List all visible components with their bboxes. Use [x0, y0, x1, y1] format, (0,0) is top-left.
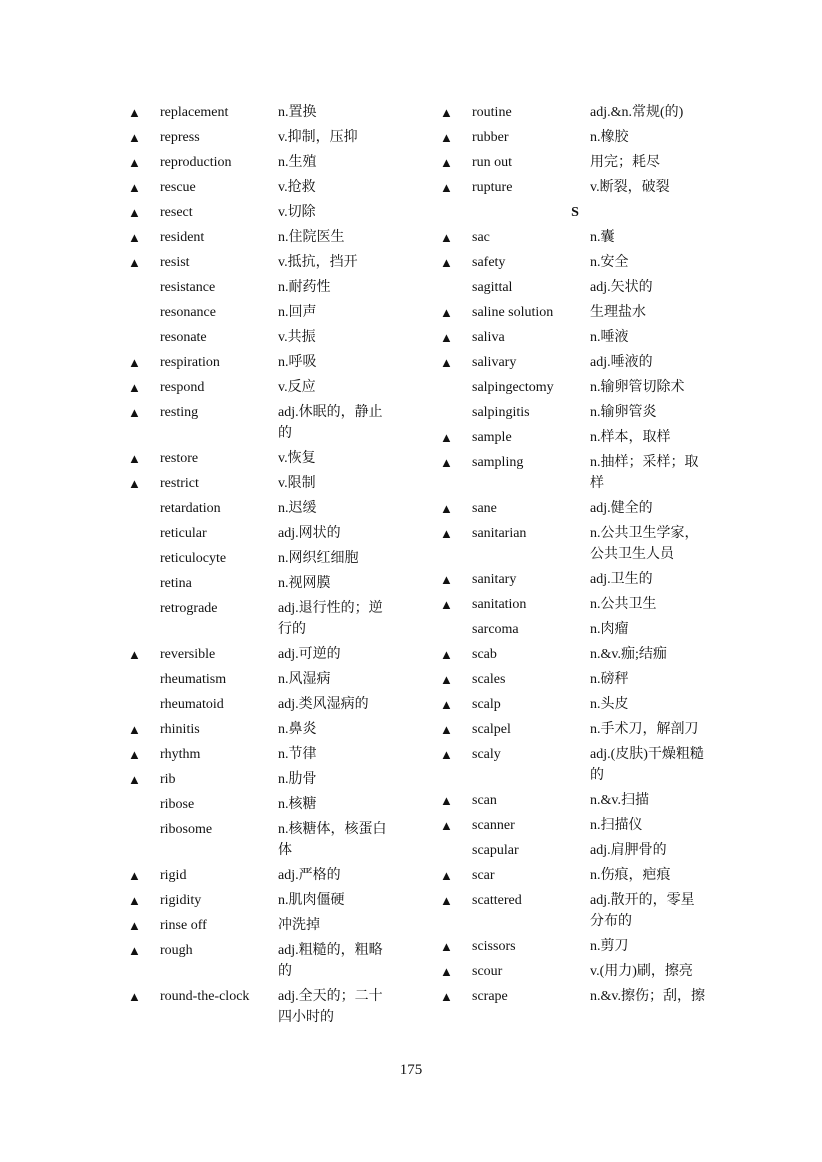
key-term-triangle-icon: ▲	[128, 380, 141, 395]
key-term-triangle-icon: ▲	[128, 747, 141, 762]
glossary-entry	[440, 375, 740, 400]
key-term-triangle-icon: ▲	[440, 230, 453, 245]
entry-term: resident	[160, 230, 205, 245]
entry-definition: n.头皮	[590, 697, 629, 712]
entry-definition: adj.网状的	[278, 526, 341, 541]
key-term-triangle-icon: ▲	[440, 672, 453, 687]
glossary-entry	[440, 225, 740, 250]
page-number: 175	[399, 1062, 423, 1078]
glossary-entry	[128, 717, 418, 742]
entry-term: safety	[472, 255, 506, 270]
entry-definition: n.核糖体，核蛋白体	[278, 822, 387, 858]
entry-definition: n.肋骨	[278, 772, 317, 787]
entry-term: reproduction	[160, 155, 232, 170]
entry-term: sample	[472, 430, 512, 445]
entry-definition: n.置换	[278, 105, 317, 120]
entry-definition: n.视网膜	[278, 576, 331, 591]
glossary-entry	[128, 913, 418, 938]
key-term-triangle-icon: ▲	[440, 818, 453, 833]
key-term-triangle-icon: ▲	[128, 255, 141, 270]
glossary-entry	[128, 667, 418, 692]
entry-term: reticular	[160, 526, 207, 541]
entry-term: sanitarian	[472, 526, 527, 541]
key-term-triangle-icon: ▲	[440, 868, 453, 883]
key-term-triangle-icon: ▲	[440, 697, 453, 712]
key-term-triangle-icon: ▲	[128, 893, 141, 908]
glossary-entry	[128, 100, 418, 125]
section-heading: S	[571, 205, 579, 220]
entry-definition: n.节律	[278, 747, 317, 762]
entry-definition: adj.健全的	[590, 501, 653, 516]
key-term-triangle-icon: ▲	[128, 180, 141, 195]
entry-term: scour	[472, 964, 503, 979]
entry-definition: adj.唾液的	[590, 355, 653, 370]
glossary-entry	[440, 788, 740, 813]
entry-term: scar	[472, 868, 495, 883]
right-column-s-entries	[440, 225, 740, 1009]
glossary-entry	[440, 250, 740, 275]
glossary-entry	[440, 150, 740, 175]
glossary-entry	[440, 100, 740, 125]
entry-term: resonance	[160, 305, 216, 320]
glossary-entry	[440, 496, 740, 521]
entry-term: scalpel	[472, 722, 511, 737]
glossary-entry	[440, 813, 740, 838]
entry-term: restrict	[160, 476, 199, 491]
entry-definition: adj.(皮肤)干燥粗糙的	[590, 747, 704, 783]
entry-term: saliva	[472, 330, 505, 345]
glossary-entry	[128, 125, 418, 150]
key-term-triangle-icon: ▲	[128, 155, 141, 170]
entry-definition: v.抑制，压抑	[278, 130, 358, 145]
entry-term: saline solution	[472, 305, 554, 320]
entry-term: resist	[160, 255, 190, 270]
entry-term: run out	[472, 155, 513, 170]
entry-definition: v.抵抗，挡开	[278, 255, 358, 270]
glossary-entry	[440, 350, 740, 375]
entry-term: salivary	[472, 355, 517, 370]
glossary-entry	[440, 984, 740, 1009]
entry-term: rigid	[160, 868, 187, 883]
key-term-triangle-icon: ▲	[128, 476, 141, 491]
entry-term: rheumatism	[160, 672, 227, 687]
entry-definition: n.唾液	[590, 330, 629, 345]
entry-term: resistance	[160, 280, 216, 295]
glossary-entry	[128, 984, 418, 1030]
entry-definition: n.手术刀，解剖刀	[590, 722, 699, 737]
entry-definition: n.囊	[590, 230, 615, 245]
entry-term: salpingitis	[472, 405, 530, 420]
entry-term: resting	[160, 405, 199, 420]
entry-term: routine	[472, 105, 512, 120]
entry-definition: n.抽样；采样；取样	[590, 455, 699, 491]
key-term-triangle-icon: ▲	[440, 180, 453, 195]
entry-definition: n.肌肉僵硬	[278, 893, 345, 908]
entry-definition: v.共振	[278, 330, 316, 345]
entry-term: salpingectomy	[472, 380, 554, 395]
entry-term: resect	[160, 205, 193, 220]
glossary-entry	[128, 692, 418, 717]
glossary-entry	[440, 275, 740, 300]
entry-term: scanner	[472, 818, 515, 833]
left-column	[128, 100, 418, 1030]
entry-term: scrape	[472, 989, 508, 1004]
entry-definition: v.切除	[278, 205, 316, 220]
entry-term: rubber	[472, 130, 509, 145]
key-term-triangle-icon: ▲	[128, 405, 141, 420]
entry-definition: n.输卵管切除术	[590, 380, 685, 395]
key-term-triangle-icon: ▲	[440, 501, 453, 516]
entry-term: reticulocyte	[160, 551, 227, 566]
glossary-entry	[128, 546, 418, 571]
key-term-triangle-icon: ▲	[440, 105, 453, 120]
glossary-entry	[440, 400, 740, 425]
glossary-entry	[440, 717, 740, 742]
key-term-triangle-icon: ▲	[440, 330, 453, 345]
entry-definition: n.核糖	[278, 797, 317, 812]
key-term-triangle-icon: ▲	[128, 230, 141, 245]
key-term-triangle-icon: ▲	[440, 255, 453, 270]
entry-definition: v.断裂，破裂	[590, 180, 670, 195]
entry-term: respiration	[160, 355, 220, 370]
entry-term: repress	[160, 130, 200, 145]
entry-definition: n.住院医生	[278, 230, 345, 245]
entry-term: rhinitis	[160, 722, 200, 737]
glossary-entry	[440, 567, 740, 592]
key-term-triangle-icon: ▲	[128, 943, 141, 958]
key-term-triangle-icon: ▲	[128, 130, 141, 145]
entry-term: sagittal	[472, 280, 513, 295]
entry-definition: n.扫描仪	[590, 818, 643, 833]
glossary-entry	[128, 446, 418, 471]
entry-definition: n.生殖	[278, 155, 317, 170]
glossary-entry	[440, 617, 740, 642]
glossary-entry	[128, 225, 418, 250]
entry-term: rhythm	[160, 747, 201, 762]
glossary-entry	[440, 642, 740, 667]
glossary-entry	[128, 742, 418, 767]
entry-definition: n.输卵管炎	[590, 405, 657, 420]
entry-term: restore	[160, 451, 199, 466]
entry-definition: n.&v.痂;结痂	[590, 647, 667, 662]
glossary-entry	[128, 200, 418, 225]
right-column	[440, 100, 740, 1009]
right-column-r-entries	[440, 100, 740, 200]
glossary-entry	[128, 938, 418, 984]
glossary-entry	[440, 692, 740, 717]
glossary-entry	[128, 496, 418, 521]
entry-definition: n.&v.擦伤；刮，擦	[590, 989, 705, 1004]
key-term-triangle-icon: ▲	[440, 747, 453, 762]
key-term-triangle-icon: ▲	[440, 989, 453, 1004]
glossary-entry	[128, 521, 418, 546]
entry-definition: adj.卫生的	[590, 572, 653, 587]
entry-term: ribose	[160, 797, 195, 812]
key-term-triangle-icon: ▲	[440, 597, 453, 612]
glossary-entry	[440, 450, 740, 496]
glossary-entry	[128, 792, 418, 817]
key-term-triangle-icon: ▲	[128, 355, 141, 370]
entry-definition: n.安全	[590, 255, 629, 270]
key-term-triangle-icon: ▲	[440, 939, 453, 954]
key-term-triangle-icon: ▲	[440, 430, 453, 445]
entry-term: sane	[472, 501, 497, 516]
glossary-entry	[440, 425, 740, 450]
key-term-triangle-icon: ▲	[440, 893, 453, 908]
entry-definition: v.抢救	[278, 180, 316, 195]
entry-definition: n.迟缓	[278, 501, 317, 516]
entry-definition: n.公共卫生学家，公共卫生人员	[590, 526, 699, 562]
glossary-entry	[440, 888, 740, 934]
entry-definition: adj.&n.常规(的)	[590, 105, 684, 120]
glossary-entry	[440, 300, 740, 325]
entry-definition: n.肉瘤	[590, 622, 629, 637]
entry-term: scaly	[472, 747, 501, 762]
key-term-triangle-icon: ▲	[440, 526, 453, 541]
key-term-triangle-icon: ▲	[128, 105, 141, 120]
entry-definition: v.(用力)刷，擦亮	[590, 964, 693, 979]
entry-term: scissors	[472, 939, 516, 954]
glossary-entry	[128, 571, 418, 596]
entry-definition: adj.全天的；二十四小时的	[278, 989, 383, 1025]
entry-term: rheumatoid	[160, 697, 224, 712]
entry-term: rupture	[472, 180, 513, 195]
entry-term: sanitation	[472, 597, 527, 612]
entry-term: scales	[472, 672, 506, 687]
entry-term: scalp	[472, 697, 501, 712]
key-term-triangle-icon: ▲	[440, 647, 453, 662]
entry-definition: v.反应	[278, 380, 316, 395]
key-term-triangle-icon: ▲	[440, 305, 453, 320]
glossary-entry	[128, 400, 418, 446]
entry-definition: n.伤痕，疤痕	[590, 868, 671, 883]
entry-definition: n.剪刀	[590, 939, 629, 954]
glossary-entry	[128, 150, 418, 175]
glossary-entry	[440, 521, 740, 567]
glossary-entry	[128, 863, 418, 888]
key-term-triangle-icon: ▲	[128, 451, 141, 466]
glossary-entry	[128, 325, 418, 350]
glossary-entry	[440, 667, 740, 692]
glossary-entry	[128, 642, 418, 667]
entry-term: round-the-clock	[160, 989, 250, 1004]
key-term-triangle-icon: ▲	[440, 572, 453, 587]
glossary-entry	[128, 471, 418, 496]
key-term-triangle-icon: ▲	[440, 964, 453, 979]
entry-term: sanitary	[472, 572, 517, 587]
glossary-entry	[128, 375, 418, 400]
entry-definition: n.&v.扫描	[590, 793, 649, 808]
entry-term: rescue	[160, 180, 196, 195]
entry-term: respond	[160, 380, 205, 395]
entry-definition: n.磅秤	[590, 672, 629, 687]
entry-definition: n.样本，取样	[590, 430, 671, 445]
entry-term: replacement	[160, 105, 229, 120]
entry-term: rinse off	[160, 918, 207, 933]
entry-term: scab	[472, 647, 497, 662]
entry-definition: v.恢复	[278, 451, 316, 466]
entry-term: ribosome	[160, 822, 213, 837]
glossary-entry	[440, 959, 740, 984]
entry-term: scattered	[472, 893, 522, 908]
entry-definition: n.橡胶	[590, 130, 629, 145]
key-term-triangle-icon: ▲	[128, 205, 141, 220]
glossary-entry	[440, 325, 740, 350]
glossary-entry	[128, 888, 418, 913]
key-term-triangle-icon: ▲	[440, 793, 453, 808]
key-term-triangle-icon: ▲	[440, 455, 453, 470]
glossary-entry	[440, 863, 740, 888]
glossary-entry	[128, 275, 418, 300]
entry-definition: n.耐药性	[278, 280, 331, 295]
glossary-entry	[128, 175, 418, 200]
key-term-triangle-icon: ▲	[128, 647, 141, 662]
entry-term: rib	[160, 772, 176, 787]
entry-definition: 用完；耗尽	[590, 155, 660, 170]
entry-definition: adj.粗糙的，粗略的	[278, 943, 383, 979]
entry-definition: adj.休眠的，静止的	[278, 405, 383, 441]
entry-term: sarcoma	[472, 622, 519, 637]
glossary-entry	[128, 250, 418, 275]
entry-term: reversible	[160, 647, 216, 662]
entry-definition: n.网织红细胞	[278, 551, 359, 566]
key-term-triangle-icon: ▲	[128, 989, 141, 1004]
entry-definition: n.风湿病	[278, 672, 331, 687]
entry-definition: 生理盐水	[590, 305, 646, 320]
entry-definition: v.限制	[278, 476, 316, 491]
entry-term: scan	[472, 793, 497, 808]
glossary-entry	[440, 125, 740, 150]
key-term-triangle-icon: ▲	[440, 355, 453, 370]
entry-term: rough	[160, 943, 193, 958]
entry-term: sac	[472, 230, 490, 245]
key-term-triangle-icon: ▲	[128, 772, 141, 787]
glossary-entry	[440, 592, 740, 617]
glossary-entry	[128, 300, 418, 325]
key-term-triangle-icon: ▲	[440, 155, 453, 170]
glossary-entry	[440, 838, 740, 863]
glossary-entry	[128, 350, 418, 375]
entry-term: retardation	[160, 501, 221, 516]
key-term-triangle-icon: ▲	[128, 918, 141, 933]
entry-definition: adj.可逆的	[278, 647, 341, 662]
entry-term: retrograde	[160, 601, 218, 616]
entry-definition: adj.类风湿病的	[278, 697, 369, 712]
key-term-triangle-icon: ▲	[128, 722, 141, 737]
glossary-entry	[128, 767, 418, 792]
entry-definition: adj.矢状的	[590, 280, 653, 295]
entry-term: retina	[160, 576, 192, 591]
entry-definition: n.公共卫生	[590, 597, 657, 612]
glossary-entry	[128, 817, 418, 863]
glossary-entry	[128, 596, 418, 642]
glossary-entry	[440, 742, 740, 788]
key-term-triangle-icon: ▲	[440, 722, 453, 737]
entry-definition: adj.严格的	[278, 868, 341, 883]
entry-definition: 冲洗掉	[278, 918, 320, 933]
entry-term: resonate	[160, 330, 207, 345]
entry-definition: n.鼻炎	[278, 722, 317, 737]
entry-term: rigidity	[160, 893, 202, 908]
glossary-entry	[440, 934, 740, 959]
entry-definition: n.回声	[278, 305, 317, 320]
entry-definition: adj.退行性的；逆行的	[278, 601, 383, 637]
key-term-triangle-icon: ▲	[128, 868, 141, 883]
entry-definition: adj.散开的，零星分布的	[590, 893, 695, 929]
entry-definition: adj.肩胛骨的	[590, 843, 667, 858]
glossary-entry	[440, 175, 740, 200]
entry-term: sampling	[472, 455, 524, 470]
key-term-triangle-icon: ▲	[440, 130, 453, 145]
entry-definition: n.呼吸	[278, 355, 317, 370]
entry-term: scapular	[472, 843, 519, 858]
